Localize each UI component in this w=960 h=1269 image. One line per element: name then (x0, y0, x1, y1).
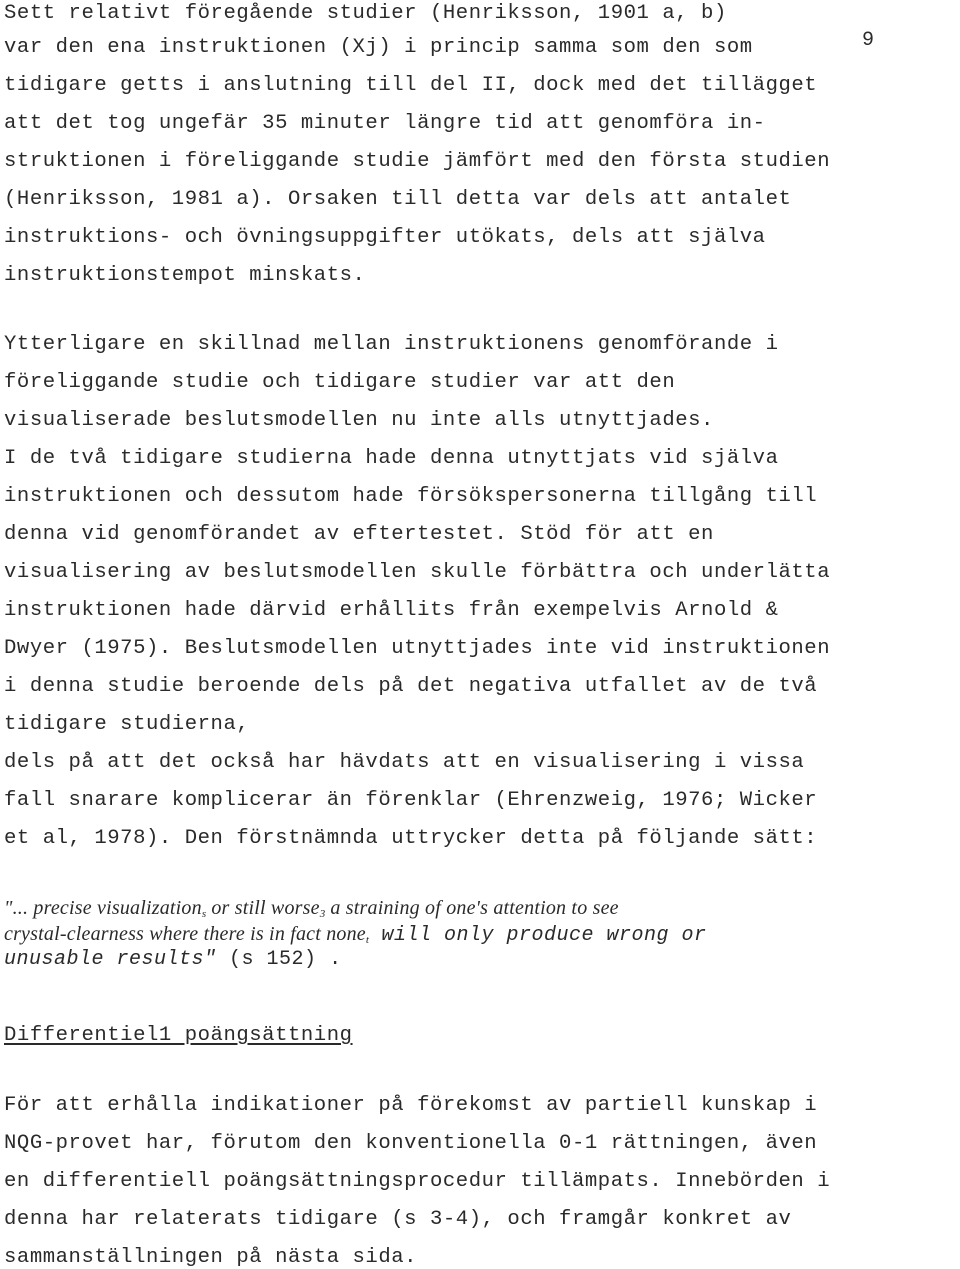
text-line: visualisering av beslutsmodellen skulle förbättra och underlätta (4, 561, 831, 584)
quote-line: "... precise visualization$_s$ or still worse$_3$ a straining of one's attention to see (4, 897, 619, 920)
text-line: För att erhålla indikationer på förekomst av partiell kunskap i (4, 1094, 818, 1117)
text-line: I de två tidigare studierna hade denna utnyttjats vid själva (4, 447, 779, 470)
page-number: 9 (862, 29, 875, 52)
text-line: Sett relativt föregående studier (Henriksson, 1901 a, b) (4, 2, 727, 25)
text-line: instruktionstempot minskats. (4, 264, 366, 287)
text-line: dels på att det också har hävdats att en visualisering i vissa (4, 751, 805, 774)
text-line: instruktionen hade därvid erhållits från exempelvis Arnold & (4, 599, 779, 622)
text-line: att det tog ungefär 35 minuter längre tid att genomföra in- (4, 112, 766, 135)
text-line: denna har relaterats tidigare (s 3-4), och framgår konkret av (4, 1208, 792, 1231)
text-line: NQG-provet har, förutom den konventionella 0-1 rättningen, även (4, 1132, 818, 1155)
text-line: et al, 1978). Den förstnämnda uttrycker detta på följande sätt: (4, 827, 818, 850)
text-line: i denna studie beroende dels på det negativa utfallet av de två (4, 675, 818, 698)
text-line: tidigare studierna, (4, 713, 250, 736)
text-line: sammanställningen på nästa sida. (4, 1246, 418, 1269)
text-line: instruktionen och dessutom hade försökspersonerna tillgång till (4, 485, 818, 508)
quote-line: unusable results" (s 152) . (4, 948, 342, 971)
text-line: struktionen i föreliggande studie jämfört med den första studien (4, 150, 831, 173)
section-heading: Differentiel1 poängsättning (4, 1024, 353, 1047)
text-line: var den ena instruktionen (Xj) i princip samma som den som (4, 36, 753, 59)
text-line: (Henriksson, 1981 a). Orsaken till detta var dels att antalet (4, 188, 792, 211)
text-line: visualiserade beslutsmodellen nu inte alls utnyttjades. (4, 409, 714, 432)
text-line: Dwyer (1975). Beslutsmodellen utnyttjades inte vid instruktionen (4, 637, 831, 660)
text-line: tidigare getts i anslutning till del II, dock med det tillägget (4, 74, 818, 97)
text-line: Ytterligare en skillnad mellan instruktionens genomförande i (4, 333, 779, 356)
text-line: en differentiell poängsättningsprocedur tillämpats. Innebörden i (4, 1170, 831, 1193)
text-line: föreliggande studie och tidigare studier var att den (4, 371, 676, 394)
text-line: fall snarare komplicerar än förenklar (Ehrenzweig, 1976; Wicker (4, 789, 818, 812)
text-line: denna vid genomförandet av eftertestet. Stöd för att en (4, 523, 714, 546)
quote-line: crystal-clearness where there is in fact none$_t$ will only produce wrong or (4, 923, 707, 947)
text-line: instruktions- och övningsuppgifter utökats, dels att själva (4, 226, 766, 249)
